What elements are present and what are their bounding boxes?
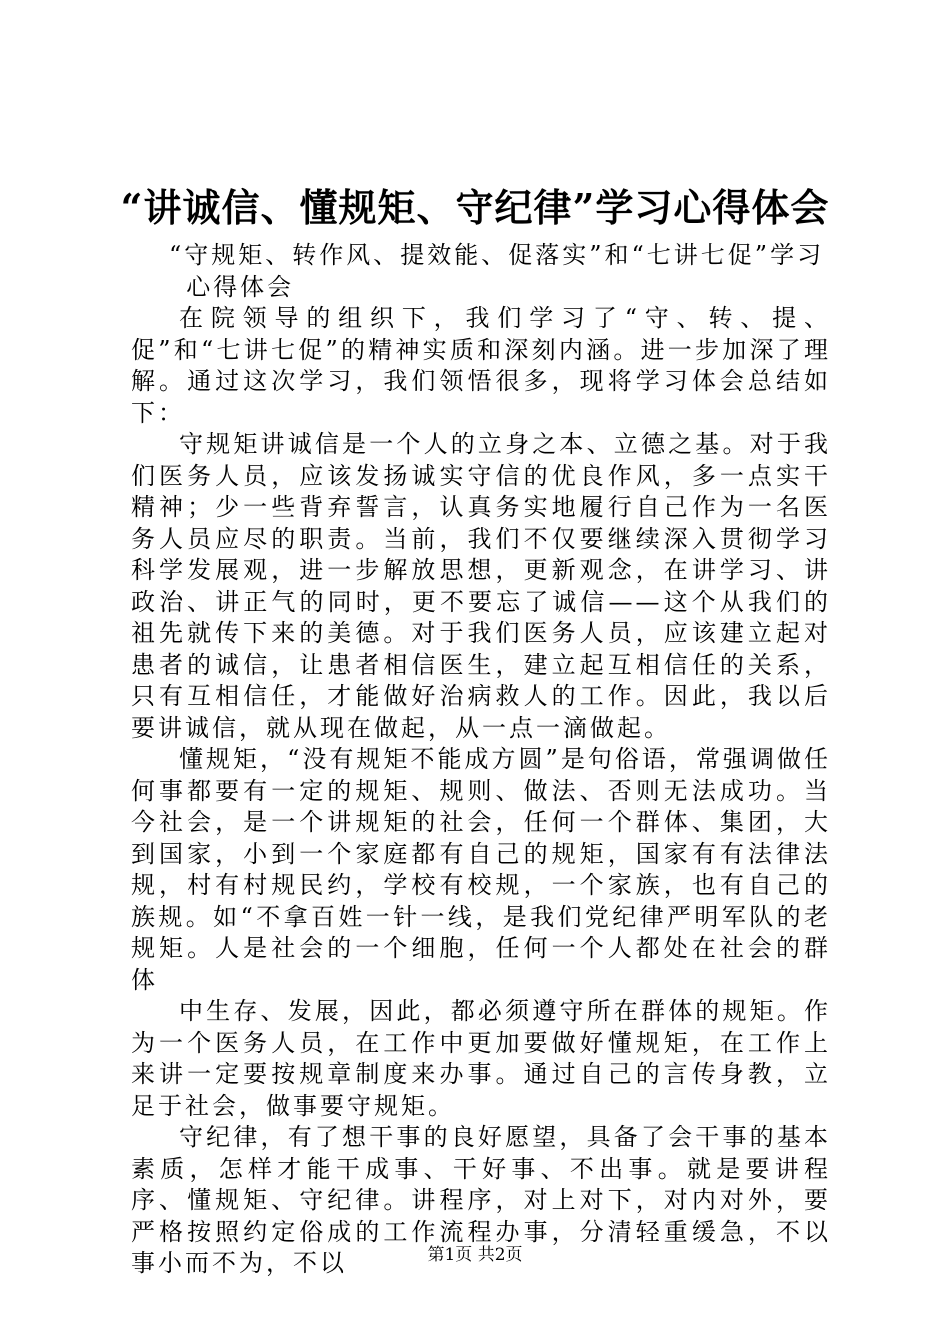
document-title: “讲诚信、懂规矩、守纪律”学习心得体会	[120, 185, 830, 230]
paragraph-intro: 在院领导的组织下，我们学习了“守、转、提、促”和“七讲七促”的精神实质和深刻内涵。进一步加深了理解。通过这次学习，我们领悟很多，现将学习体会总结如下：	[131, 304, 831, 427]
paragraph-rules: 懂规矩，“没有规矩不能成方圆”是句俗语，常强调做任何事都要有一定的规矩、规则、做法、否则无法成功。当今社会，是一个讲规矩的社会，任何一个群体、集团，大到国家，小到一个家庭都有自己的规矩，国家有有法律法规，村有村规民约，学校有校规，一个家族，也有自己的族规。如“不拿百姓一针一线，是我们党纪律严明军队的老规矩。人是社会的一个细胞，任何一个人都处在社会的群体	[131, 745, 831, 994]
paragraph-discipline: 守纪律，有了想干事的良好愿望，具备了会干事的基本素质，怎样才能干成事、干好事、不出事。就是要讲程序、懂规矩、守纪律。讲程序，对上对下，对内对外，要严格按照约定俗成的工作流程办事，分清轻重缓急，不以事小而不为，不以	[131, 1123, 831, 1277]
paragraph-honesty: 守规矩讲诚信是一个人的立身之本、立德之基。对于我们医务人员，应该发扬诚实守信的优良作风，多一点实干精神；少一些背弃誓言，认真务实地履行自己作为一名医务人员应尽的职责。当前，我们不仅要继续深入贯彻学习科学发展观，进一步解放思想，更新观念，在讲学习、讲政治、讲正气的同时，更不要忘了诚信——这个从我们的祖先就传下来的美德。对于我们医务人员，应该建立起对患者的诚信，让患者相信医生，建立起互相信任的关系，只有互相信任，才能做好治病救人的工作。因此，我以后要讲诚信，就从现在做起，从一点一滴做起。	[131, 430, 831, 742]
document-subtitle: “守规矩、转作风、提效能、促落实”和“七讲七促”学习	[169, 241, 825, 269]
document-subtitle-tail: 心得体会	[186, 272, 295, 301]
page-indicator: 第1页 共2页	[427, 1245, 523, 1265]
document-body	[131, 240, 831, 1280]
paragraph-rules-continued: 中生存、发展，因此，都必须遵守所在群体的规矩。作为一个医务人员，在工作中更加要做好懂规矩，在工作上来讲一定要按规章制度来办事。通过自己的言传身教，立足于社会，做事要守规矩。	[131, 997, 831, 1120]
